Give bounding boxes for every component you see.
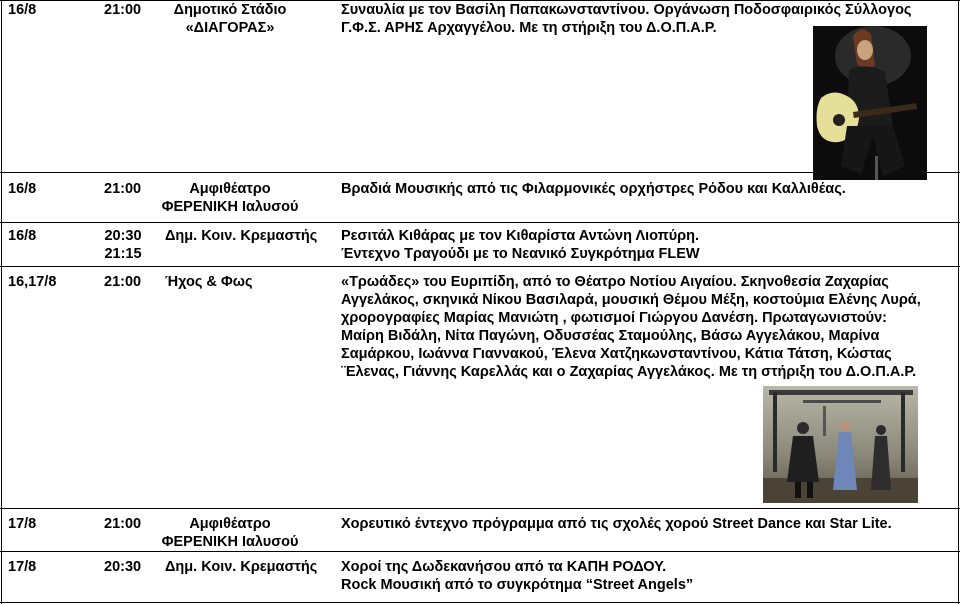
description-line: Βραδιά Μουσικής από τις Φιλαρμονικές ορχήστρες Ρόδου και Καλλιθέας. <box>341 181 846 197</box>
row-divider <box>0 551 960 552</box>
description-line: Έντεχνο Τραγούδι με το Νεανικό Συγκρότημα FLEW <box>341 246 700 262</box>
time-cell <box>98 227 148 263</box>
description-cell <box>341 180 951 198</box>
description-line: «Τρωάδες» του Ευριπίδη, από το Θέατρο Νοτίου Αιγαίου. Σκηνοθεσία Ζαχαρίας <box>341 274 889 290</box>
venue-cell: Δημ. Κοιν. Κρεμαστής <box>165 228 318 244</box>
description-cell <box>341 558 951 594</box>
description-cell <box>341 227 951 263</box>
date-cell: 17/8 <box>8 516 37 532</box>
time-cell: 21:00 <box>104 274 142 290</box>
time-cell: 21:00 <box>104 2 142 18</box>
time-cell: 21:00 <box>104 516 142 532</box>
row-divider <box>0 508 960 509</box>
venue-cell <box>150 1 310 37</box>
description-line: Rock Μουσική από το συγκρότημα “Street Angels” <box>341 577 694 593</box>
description-line: Χορευτικό έντεχνο πρόγραμμα από τις σχολές χορού Street Dance και Star Lite. <box>341 516 892 532</box>
venue-cell: Δημ. Κοιν. Κρεμαστής <box>165 559 318 575</box>
date-cell: 16/8 <box>8 2 37 18</box>
venue-line: ΦΕΡΕΝΙΚΗ Ιαλυσού <box>161 199 299 215</box>
description-line: χρορογραφίες Μαρίας Μανιώτη , φωτισμοί Γιώργου Δανέση. Πρωταγωνιστούν: <box>341 310 888 326</box>
venue-cell <box>150 515 310 551</box>
date-cell: 16/8 <box>8 181 37 197</box>
venue-line: Αμφιθέατρο <box>189 516 271 532</box>
table-border-right <box>958 0 959 604</box>
description-line: ¨Ελενας, Γιάννης Καρελλάς και ο Ζαχαρίας Αγγελάκος. Με τη στήριξη του Δ.Ο.Π.Α.Ρ. <box>341 364 917 380</box>
time-line: 21:15 <box>104 246 142 262</box>
time-cell: 20:30 <box>104 559 142 575</box>
venue-cell: Ήχος & Φως <box>165 274 253 290</box>
row-divider <box>0 266 960 267</box>
table-border-left <box>1 0 2 604</box>
description-line: Μαίρη Βιδάλη, Νίτα Παγώνη, Οδυσσέας Σταμούλης, Βάσω Αγγελάκου, Μαρίνα <box>341 328 880 344</box>
description-cell <box>341 515 957 533</box>
description-line: Συναυλία με τον Βασίλη Παπακωνσταντίνου. Οργάνωση Ποδοσφαιρικός Σύλλογος <box>341 2 912 18</box>
date-cell: 16,17/8 <box>8 274 57 290</box>
date-cell: 16/8 <box>8 228 37 244</box>
description-line: Ρεσιτάλ Κιθάρας με τον Κιθαρίστα Αντώνη Λιοπύρη. <box>341 228 699 244</box>
guitarist-photo <box>813 26 927 180</box>
venue-cell <box>150 180 310 216</box>
description-line: Αγγελάκος, σκηνικά Νίκου Βασιλαρά, μουσική Θέμου Μέξη, κοστούμια Ελένης Λυρά, <box>341 292 921 308</box>
theatre-photo <box>763 386 918 503</box>
venue-line: «ΔΙΑΓΟΡΑΣ» <box>185 20 275 36</box>
description-line: Γ.Φ.Σ. ΑΡΗΣ Αρχαγγέλου. Με τη στήριξη του Δ.Ο.Π.Α.Ρ. <box>341 20 717 36</box>
date-cell: 17/8 <box>8 559 37 575</box>
venue-line: Δημοτικό Στάδιο <box>173 2 287 18</box>
table-border-bottom <box>0 602 960 603</box>
row-divider <box>0 222 960 223</box>
venue-line: Αμφιθέατρο <box>189 181 271 197</box>
time-line: 20:30 <box>104 228 142 244</box>
venue-line: ΦΕΡΕΝΙΚΗ Ιαλυσού <box>161 534 299 550</box>
description-cell <box>341 273 957 381</box>
description-line: Σαμάρκου, Ιωάννα Γιαννακού, Έλενα Χατζηκωνσταντίνου, Κάτια Τάτση, Κώστας <box>341 346 892 362</box>
time-cell: 21:00 <box>104 181 142 197</box>
description-line: Χοροί της Δωδεκανήσου από τα ΚΑΠΗ ΡΟΔΟΥ. <box>341 559 667 575</box>
